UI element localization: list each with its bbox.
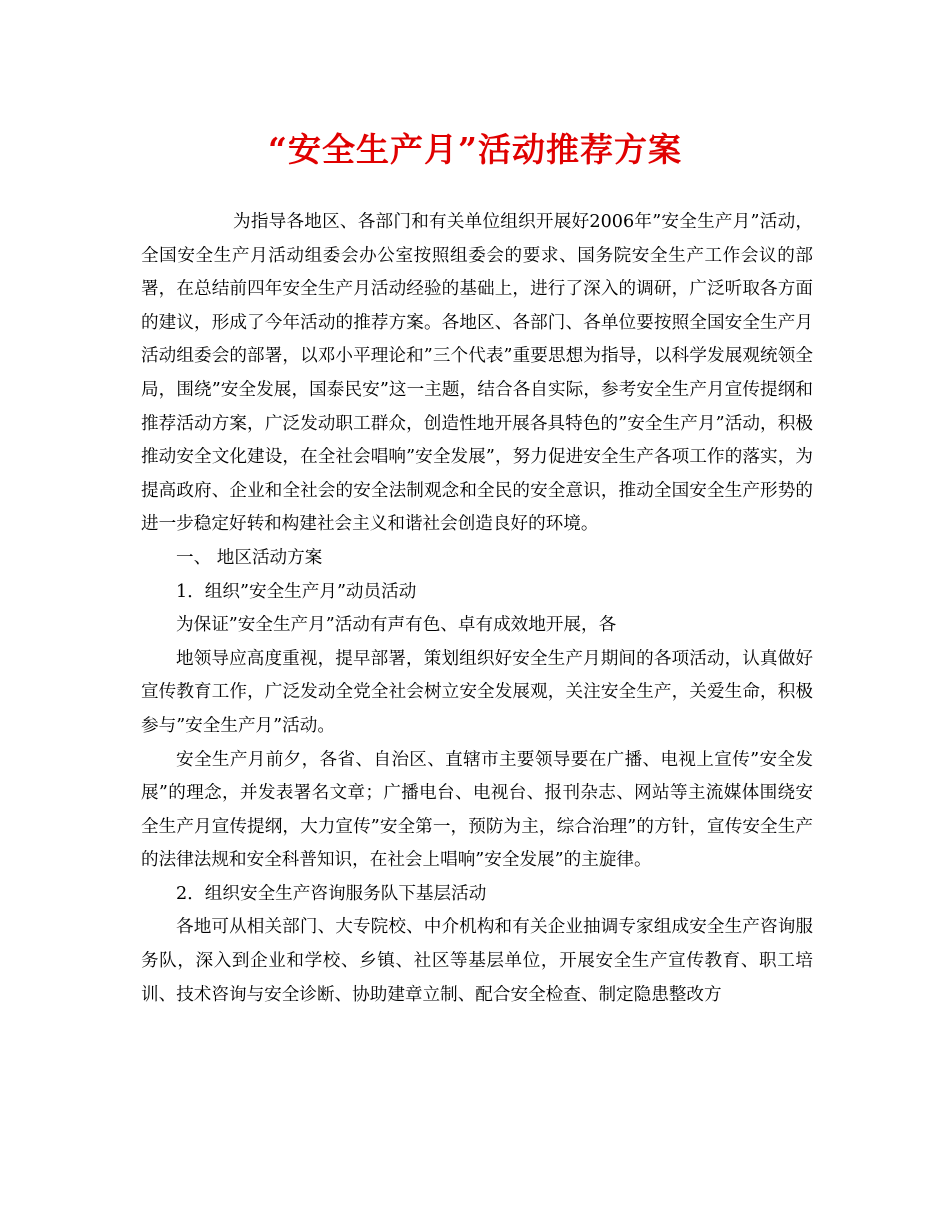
section-heading: 一、 地区活动方案 bbox=[176, 547, 323, 568]
paragraph: 各地可从相关部门、大专院校、中介机构和有关企业抽调专家组成安全生产咨询服务队，深入到企业和学校、乡镇、社区等基层单位，开展安全生产宣传教育、职工培训、技术咨询与安全诊断、协助建章立制、配合安全检查、制定隐患整改方 bbox=[141, 917, 813, 1005]
paragraph: 地领导应高度重视，提早部署，策划组织好安全生产月期间的各项活动，认真做好宣传教育工作，广泛发动全党全社会树立安全发展观，关注安全生产，关爱生命，积极参与”安全生产月”活动。 bbox=[141, 648, 813, 736]
item-heading: 1．组织”安全生产月”动员活动 bbox=[176, 581, 417, 602]
item-heading: 2．组织安全生产咨询服务队下基层活动 bbox=[176, 883, 487, 904]
paragraph-line: 为保证”安全生产月”活动有声有色、卓有成效地开展，各 bbox=[176, 615, 617, 636]
document-body bbox=[141, 206, 813, 1012]
paragraph: 安全生产月前夕，各省、自治区、直辖市主要领导要在广播、电视上宣传”安全发展”的理念，并发表署名文章；广播电台、电视台、报刊杂志、网站等主流媒体围绕安全生产月宣传提纲，大力宣传”安全第一，预防为主，综合治理”的方针，宣传安全生产的法律法规和安全科普知识，在社会上唱响”安全发展”的主旋律。 bbox=[141, 749, 813, 871]
document-title: “安全生产月”活动推荐方案 bbox=[268, 130, 682, 169]
intro-paragraph: 为指导各地区、各部门和有关单位组织开展好2006年”安全生产月”活动，全国安全生产月活动组委会办公室按照组委会的要求、国务院安全生产工作会议的部署，在总结前四年安全生产月活动经验的基础上，进行了深入的调研，广泛听取各方面的建议，形成了今年活动的推荐方案。各地区、各部门、各单位要按照全国安全生产月活动组委会的部署，以邓小平理论和”三个代表”重要思想为指导，以科学发展观统领全局，围绕”安全发展，国泰民安”这一主题，结合各自实际，参考安全生产月宣传提纲和推荐活动方案，广泛发动职工群众，创造性地开展各具特色的”安全生产月”活动，积极推动安全文化建设，在全社会唱响”安全发展”，努力促进安全生产各项工作的落实，为提高政府、企业和全社会的安全法制观念和全民的安全意识，推动全国安全生产形势的进一步稳定好转和构建社会主义和谐社会创造良好的环境。 bbox=[141, 212, 813, 535]
